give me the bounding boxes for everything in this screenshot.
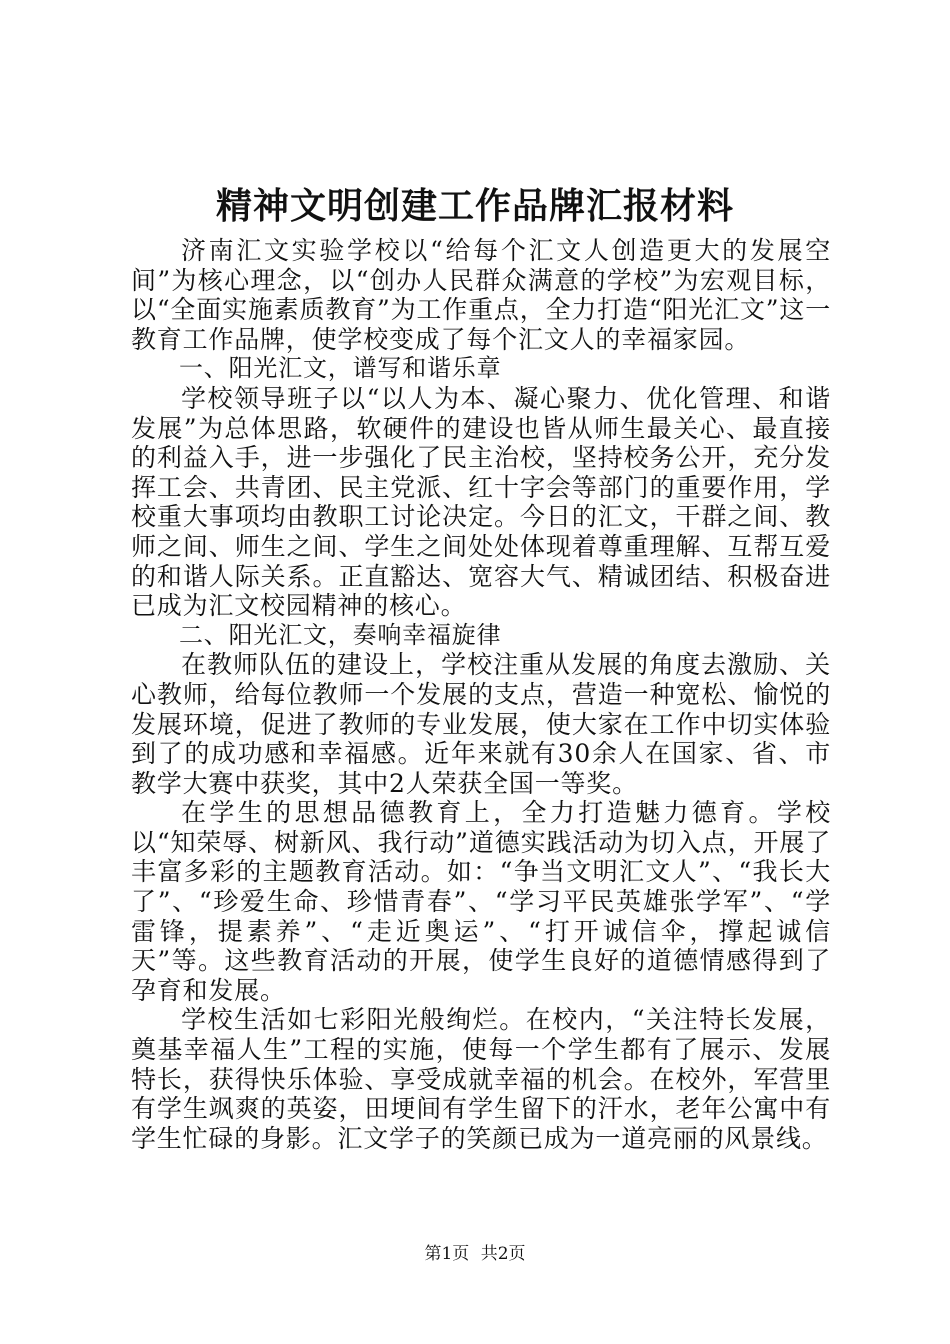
page-footer	[0, 1242, 950, 1266]
section-1-paragraph: 学校领导班子以“以人为本、凝心聚力、优化管理、和谐发展”为总体思路，软硬件的建设也皆从师生最关心、最直接的利益入手，进一步强化了民主治校，坚持校务公开，充分发挥工会、共青团、民主党派、红十字会等部门的重要作用，学校重大事项均由教职工讨论决定。今日的汇文，干群之间、教师之间、师生之间、学生之间处处体现着尊重理解、互帮互爱的和谐人际关系。正直豁达、宽容大气、精诚团结、积极奋进已成为汇文校园精神的核心。	[131, 383, 831, 621]
moral-education-paragraph: 在学生的思想品德教育上，全力打造魅力德育。学校以“知荣辱、树新风、我行动”道德实践活动为切入点，开展了丰富多彩的主题教育活动。如：“争当文明汇文人”、“我长大了”、“珍爱生命、珍惜青春”、“学习平民英雄张学军”、“学雷锋，提素养”、“走近奥运”、“打开诚信伞，撑起诚信天”等。这些教育活动的开展，使学生良好的道德情感得到了孕育和发展。	[131, 798, 831, 1005]
section-heading-1: 一、阳光汇文，谱写和谐乐章	[179, 354, 502, 383]
intro-paragraph: 济南汇文实验学校以“给每个汇文人创造更大的发展空间”为核心理念，以“创办人民群众满意的学校”为宏观目标，以“全面实施素质教育”为工作重点，全力打造“阳光汇文”这一教育工作品牌，使学校变成了每个汇文人的幸福家园。	[131, 236, 831, 354]
section-heading-2: 二、阳光汇文，奏响幸福旋律	[179, 620, 502, 649]
school-life-paragraph: 学校生活如七彩阳光般绚烂。在校内，“关注特长发展，奠基幸福人生”工程的实施，使每一个学生都有了展示、发展特长，获得快乐体验、享受成就幸福的机会。在校外，军营里有学生飒爽的英姿，田埂间有学生留下的汗水，老年公寓中有学生忙碌的身影。汇文学子的笑颜已成为一道亮丽的风景线。	[131, 1005, 831, 1153]
page-total: 共2页	[480, 1244, 526, 1264]
teachers-paragraph: 在教师队伍的建设上，学校注重从发展的角度去激励、关心教师，给每位教师一个发展的支点，营造一种宽松、愉悦的发展环境，促进了教师的专业发展，使大家在工作中切实体验到了的成功感和幸福感。近年来就有30余人在国家、省、市教学大赛中获奖，其中2人荣获全国一等奖。	[131, 650, 831, 798]
document-title: 精神文明创建工作品牌汇报材料	[215, 186, 734, 227]
page-number: 第1页	[424, 1244, 470, 1264]
document-body	[131, 236, 831, 1153]
